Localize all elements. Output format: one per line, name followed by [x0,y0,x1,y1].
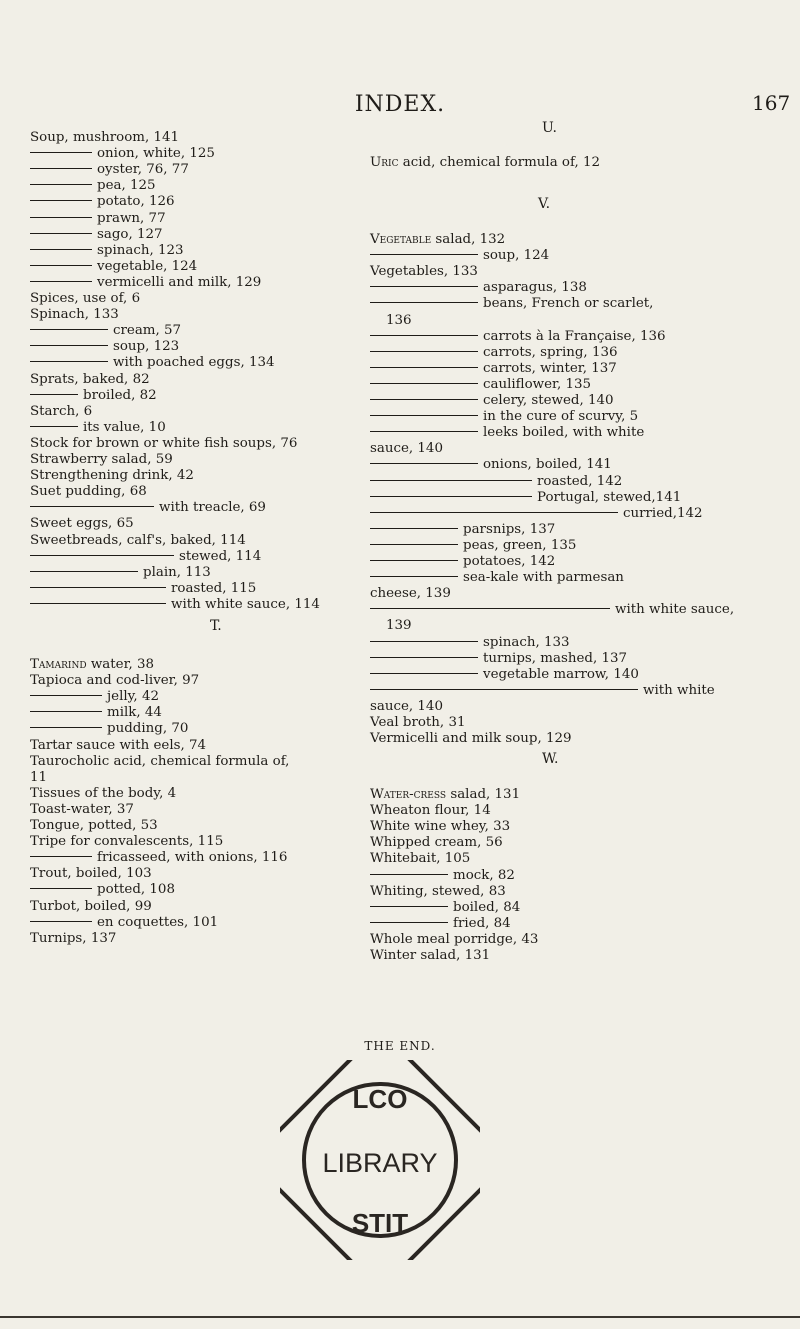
index-entry [30,770,47,785]
index-entry [370,835,503,850]
section-heading-u: U. [542,120,557,136]
entry-text: pea, 125 [97,178,156,194]
entry-text: milk, 44 [107,705,162,721]
index-entry [30,931,116,946]
index-entry [370,377,591,392]
entry-text: potted, 108 [97,882,175,898]
index-entry [30,850,287,865]
entry-text: plain, 113 [143,564,211,580]
entry-text: salad, 131 [446,787,521,802]
index-entry [30,899,152,914]
index-entry [370,683,715,698]
index-entry [30,323,181,338]
index-entry [370,787,520,802]
index-entry [370,635,570,650]
entry-text: Tongue, potted, 53 [30,818,158,833]
index-entry [30,259,197,274]
ditto-rule [30,281,92,282]
entry-text: stewed, 114 [179,548,262,564]
index-entry [30,818,158,833]
index-entry [370,538,576,553]
index-entry [30,194,175,209]
svg-text:LCO: LCO [352,1084,408,1114]
ditto-rule [370,367,478,368]
index-entry [30,533,246,548]
entry-text: Tripe for convalescents, 115 [30,834,224,850]
ditto-rule [370,874,448,875]
ditto-rule [30,249,92,250]
entry-text: Whole meal porridge, 43 [370,931,539,947]
entry-text: cauliflower, 135 [483,376,592,392]
entry-text: Spices, use of, 6 [30,291,141,306]
index-entry [370,280,587,295]
index-entry [30,452,173,467]
entry-text: with poached eggs, 134 [113,355,275,371]
entry-text: with white [643,682,715,698]
entry-text: Vermicelli and milk soup, 129 [370,731,572,747]
entry-text: vegetable marrow, 140 [483,666,639,682]
the-end-text: THE END. [364,1039,436,1053]
entry-text: Strengthening drink, 42 [30,468,194,484]
ditto-rule [30,233,92,234]
entry-text: pudding, 70 [107,721,189,737]
index-entry [30,915,218,930]
entry-text: Soup, mushroom, 141 [30,130,180,145]
index-entry [370,699,443,714]
index-entry [30,355,275,370]
ditto-rule [30,345,108,346]
index-entry [370,900,520,915]
entry-text: turnips, mashed, 137 [483,650,628,666]
entry-text: with treacle, 69 [159,500,266,516]
index-entry [370,851,470,866]
entry-text: oyster, 76, 77 [97,162,189,178]
index-entry [30,516,134,531]
entry-text: broiled, 82 [83,387,157,403]
entry-text: Suet pudding, 68 [30,484,147,500]
index-entry [370,248,549,263]
index-entry [370,506,703,521]
ditto-rule [30,711,102,712]
ditto-rule [30,217,92,218]
index-entry [30,388,157,403]
ditto-rule [370,689,638,690]
ditto-rule [30,152,92,153]
ditto-rule [370,560,458,561]
index-entry [30,866,152,881]
entry-text: Vegetables, 133 [370,264,478,280]
index-entry [370,731,572,746]
entry-text: Tartar sauce with eels, 74 [30,737,207,753]
index-entry [30,404,92,419]
ditto-rule [370,922,448,923]
index-entry [386,313,412,328]
ditto-rule [30,168,92,169]
index-entry [370,868,515,883]
page-title: INDEX. [354,92,446,117]
index-entry [30,436,297,451]
entry-text: 136 [386,312,412,328]
ditto-rule [370,415,478,416]
entry-text: Starch, 6 [30,403,93,419]
index-entry [30,581,256,596]
ditto-rule [370,496,532,497]
entry-text: Sprats, baked, 82 [30,371,150,387]
index-entry [30,130,179,145]
svg-text:LIBRARY: LIBRARY [322,1148,438,1178]
entry-text: cheese, 139 [370,586,451,602]
ditto-rule [30,695,102,696]
entry-text: with white sauce, 114 [171,596,320,612]
svg-text:STIT: STIT [351,1208,409,1238]
entry-text: Whitebait, 105 [370,851,471,867]
index-entry [370,884,506,899]
entry-text: curried,142 [623,505,703,521]
entry-text: soup, 124 [483,248,550,264]
section-heading-w: W. [542,751,559,767]
index-entry [370,296,653,311]
entry-text: Stock for brown or white fish soups, 76 [30,435,298,451]
entry-text: roasted, 142 [537,473,623,489]
entry-text: Whipped cream, 56 [370,835,503,851]
ditto-rule [370,383,478,384]
ditto-rule [370,906,448,907]
ditto-rule [30,200,92,201]
entry-text: White wine whey, 33 [370,819,511,835]
index-entry [370,916,511,931]
entry-text: Trout, boiled, 103 [30,866,152,882]
index-entry [30,500,266,515]
entry-text: in the cure of scurvy, 5 [483,409,639,425]
entry-text: celery, stewed, 140 [483,393,614,408]
entry-text: Portugal, stewed,141 [537,489,682,505]
index-entry [370,715,465,730]
ditto-rule [370,673,478,674]
entry-text: carrots à la Française, 136 [483,328,666,344]
index-entry [370,345,618,360]
entry-text: Taurocholic acid, chemical formula of, [30,753,290,769]
ditto-rule [30,394,78,395]
index-entry [30,484,147,499]
entry-text: acid, chemical formula of, 12 [398,155,601,170]
index-entry [30,597,320,612]
index-entry [370,948,490,963]
ditto-rule [370,480,532,481]
index-entry [30,275,261,290]
ditto-rule [370,608,610,609]
ditto-rule [370,512,618,513]
entry-headword: Tamarind [30,657,87,672]
entry-text: leeks boiled, with white [483,425,645,441]
entry-text: prawn, 77 [97,210,166,226]
entry-text: Strawberry salad, 59 [30,452,173,467]
ditto-rule [370,254,478,255]
scan-edge-line [0,1316,800,1318]
index-entry [370,232,505,247]
entry-text: vegetable, 124 [97,258,198,274]
entry-text: potato, 126 [97,194,175,210]
ditto-rule [370,286,478,287]
ditto-rule [370,399,478,400]
ditto-rule [370,576,458,577]
index-entry [30,754,289,769]
index-entry [30,146,215,161]
ditto-rule [370,302,478,303]
ditto-rule [30,571,138,572]
entry-text: sauce, 140 [370,441,443,457]
entry-text: cream, 57 [113,323,182,339]
index-entry [370,441,443,456]
index-entry [370,522,555,537]
ditto-rule [370,351,478,352]
index-entry [370,361,617,376]
entry-text: fricasseed, with onions, 116 [97,850,288,866]
entry-text: Sweet eggs, 65 [30,516,134,532]
entry-text: vermicelli and milk, 129 [97,274,262,290]
entry-text: 139 [386,618,412,634]
entry-text: spinach, 123 [97,242,184,258]
entry-headword: Water-cress [370,787,447,802]
ditto-rule [30,329,108,330]
entry-text: roasted, 115 [171,580,257,596]
entry-text: carrots, winter, 137 [483,360,617,376]
index-entry [370,803,491,818]
entry-text: Wheaton flour, 14 [370,803,491,819]
ditto-rule [370,657,478,658]
index-entry [386,618,412,633]
ditto-rule [30,265,92,266]
entry-text: beans, French or scarlet, [483,296,654,312]
entry-text: asparagus, 138 [483,280,587,296]
index-entry [30,339,179,354]
index-entry [370,667,639,682]
entry-text: Turbot, boiled, 99 [30,898,152,914]
index-entry [370,329,666,344]
index-entry [30,689,159,704]
index-entry [370,409,638,424]
index-entry [370,155,600,170]
index-entry [370,457,612,472]
ditto-rule [30,587,166,588]
entry-text: Veal broth, 31 [370,715,466,730]
index-entry [30,307,119,322]
ditto-rule [370,463,478,464]
entry-text: Whiting, stewed, 83 [370,883,506,899]
entry-text: Sweetbreads, calf's, baked, 114 [30,532,246,548]
entry-text: peas, green, 135 [463,537,577,553]
index-entry [30,227,163,242]
index-entry [370,264,478,279]
ditto-rule [370,544,458,545]
section-heading-t: T. [210,618,222,634]
entry-text: 11 [30,769,48,785]
index-entry [30,420,166,435]
entry-text: carrots, spring, 136 [483,344,618,360]
entry-text: fried, 84 [453,915,511,931]
entry-text: Spinach, 133 [30,307,119,323]
index-entry [370,474,622,489]
index-entry [370,554,555,569]
entry-text: soup, 123 [113,339,180,355]
page-number: 167 [752,91,791,115]
entry-text: with white sauce, [615,602,735,618]
index-entry [30,738,206,753]
index-entry [30,834,223,849]
index-entry [30,549,261,564]
ditto-rule [370,641,478,642]
entry-text: jelly, 42 [107,689,159,705]
ditto-rule [370,528,458,529]
entry-text: Tapioca and cod-liver, 97 [30,673,200,689]
ditto-rule [30,506,154,507]
entry-text: Turnips, 137 [30,930,117,946]
entry-text: en coquettes, 101 [97,914,219,930]
index-entry [30,178,156,193]
entry-text: onion, white, 125 [97,146,215,162]
index-entry [370,602,734,617]
ditto-rule [370,431,478,432]
entry-text: mock, 82 [453,867,515,883]
index-entry [30,657,154,672]
ditto-rule [30,921,92,922]
index-entry [370,570,624,585]
ditto-rule [30,856,92,857]
ditto-rule [30,361,108,362]
library-stamp [280,1060,480,1264]
entry-text: sauce, 140 [370,698,443,714]
entry-text: sea-kale with parmesan [463,570,624,586]
index-entry [370,490,681,505]
index-entry [370,651,627,666]
entry-text: Winter salad, 131 [370,948,491,963]
entry-text: boiled, 84 [453,899,521,915]
section-heading-v: V. [538,196,551,212]
ditto-rule [30,888,92,889]
index-entry [30,673,199,688]
index-entry [370,586,451,601]
index-entry [370,819,510,834]
entry-headword: Uric [370,155,399,170]
index-entry [370,393,614,408]
entry-text: sago, 127 [97,226,163,242]
entry-text: spinach, 133 [483,634,570,650]
index-entry [30,211,166,226]
ditto-rule [370,335,478,336]
index-entry [30,705,162,720]
entry-text: water, 38 [86,657,155,672]
index-entry [30,565,211,580]
index-entry [30,802,134,817]
entry-text: its value, 10 [83,419,166,435]
ditto-rule [30,727,102,728]
index-entry [30,721,188,736]
ditto-rule [30,603,166,604]
index-entry [370,932,538,947]
index-entry [30,291,140,306]
index-entry [30,243,184,258]
entry-text: potatoes, 142 [463,554,556,569]
index-entry [30,162,189,177]
index-entry [370,425,644,440]
entry-text: onions, boiled, 141 [483,457,612,473]
ditto-rule [30,426,78,427]
index-entry [30,372,150,387]
index-entry [30,786,176,801]
entry-text: Toast-water, 37 [30,801,134,817]
entry-text: salad, 132 [431,232,506,247]
entry-text: Tissues of the body, 4 [30,785,177,801]
entry-text: parsnips, 137 [463,521,556,537]
entry-headword: Vegetable [370,232,432,247]
ditto-rule [30,184,92,185]
index-entry [30,882,175,897]
ditto-rule [30,555,174,556]
library-stamp-icon [280,1060,480,1260]
index-entry [30,468,194,483]
